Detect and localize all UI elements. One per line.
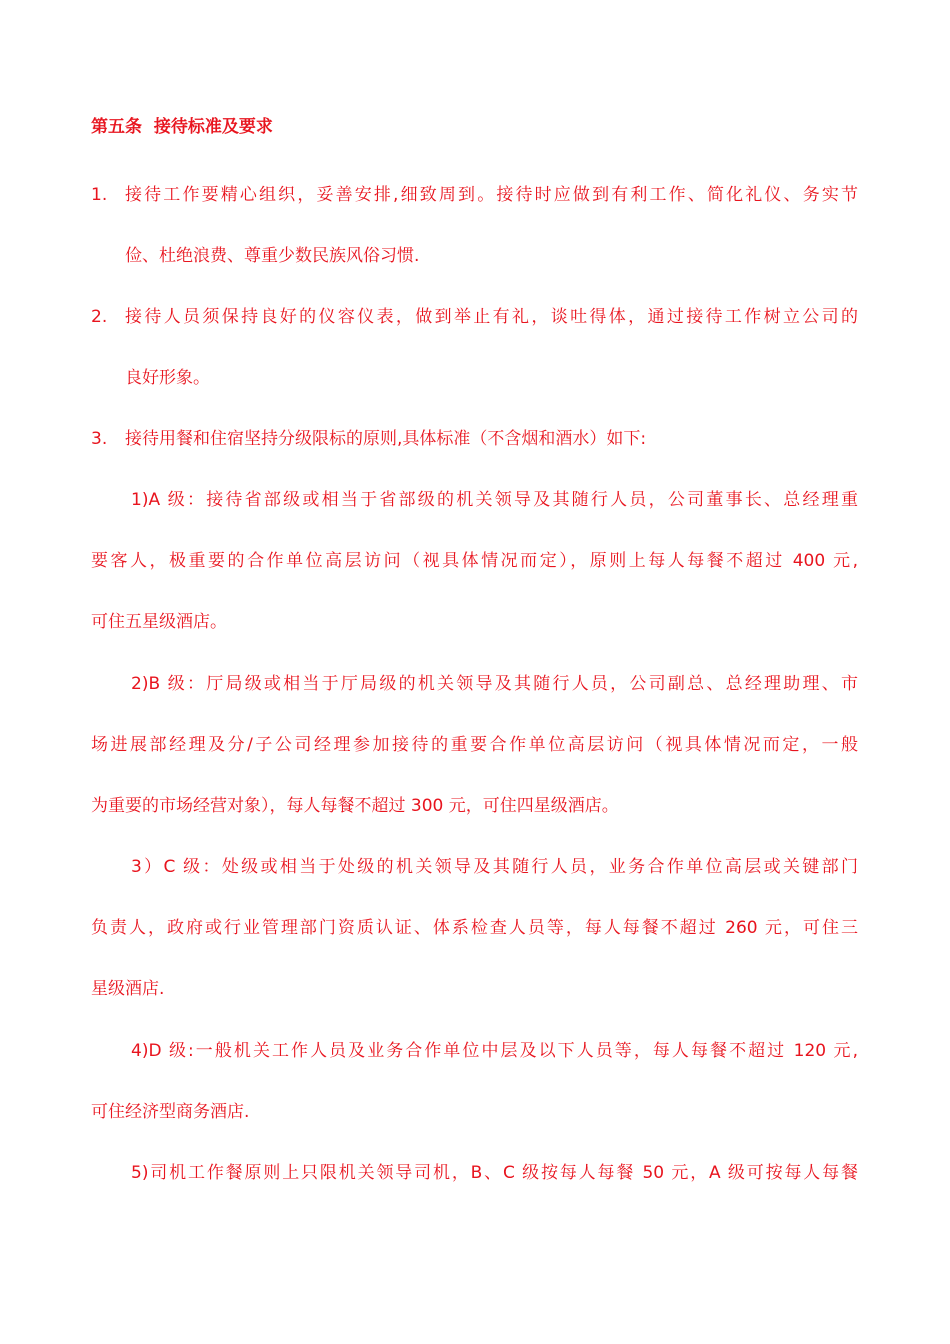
level-c-line-1: 3）C 级：处级或相当于处级的机关领导及其随行人员，业务合作单位高层或关键部门: [131, 857, 858, 877]
item-2-line-1: 接待人员须保持良好的仪容仪表，做到举止有礼，谈吐得体，通过接待工作树立公司的: [125, 307, 858, 327]
level-a-line-3: 可住五星级酒店。: [91, 612, 227, 632]
level-d-line-1: 4)D 级:一般机关工作人员及业务合作单位中层及以下人员等，每人每餐不超过 120 元,: [131, 1041, 858, 1061]
level-d-line-2: 可住经济型商务酒店.: [91, 1102, 250, 1122]
item-number-1: 1.: [91, 185, 108, 205]
item-2-line-2: 良好形象。: [125, 368, 210, 388]
item-1-line-2: 俭、杜绝浪费、尊重少数民族风俗习惯.: [125, 246, 420, 266]
level-b-line-1: 2)B 级：厅局级或相当于厅局级的机关领导及其随行人员，公司副总、总经理助理、市: [131, 674, 858, 694]
item-1-line-1: 接待工作要精心组织，妥善安排,细致周到。接待时应做到有利工作、简化礼仪、务实节: [125, 185, 858, 205]
item-number-2: 2.: [91, 307, 108, 327]
level-b-line-2: 场进展部经理及分/子公司经理参加接待的重要合作单位高层访问（视具体情况而定，一般: [91, 735, 858, 755]
item-number-3: 3.: [91, 429, 108, 449]
level-b-line-3: 为重要的市场经营对象），每人每餐不超过 300 元，可住四星级酒店。: [91, 796, 619, 816]
level-c-line-3: 星级酒店.: [91, 979, 165, 999]
item-3-line-1: 接待用餐和住宿坚持分级限标的原则,具体标准（不含烟和酒水）如下:: [125, 429, 647, 449]
driver-meal-line-1: 5)司机工作餐原则上只限机关领导司机，B、C 级按每人每餐 50 元，A 级可按每人每餐: [131, 1163, 858, 1183]
level-c-line-2: 负责人，政府或行业管理部门资质认证、体系检查人员等，每人每餐不超过 260 元，可住三: [91, 918, 858, 938]
article-heading: 第五条 接待标准及要求: [91, 117, 273, 137]
level-a-line-2: 要客人，极重要的合作单位高层访问（视具体情况而定），原则上每人每餐不超过 400 元,: [91, 551, 858, 571]
level-a-line-1: 1)A 级：接待省部级或相当于省部级的机关领导及其随行人员，公司董事长、总经理重: [131, 490, 858, 510]
